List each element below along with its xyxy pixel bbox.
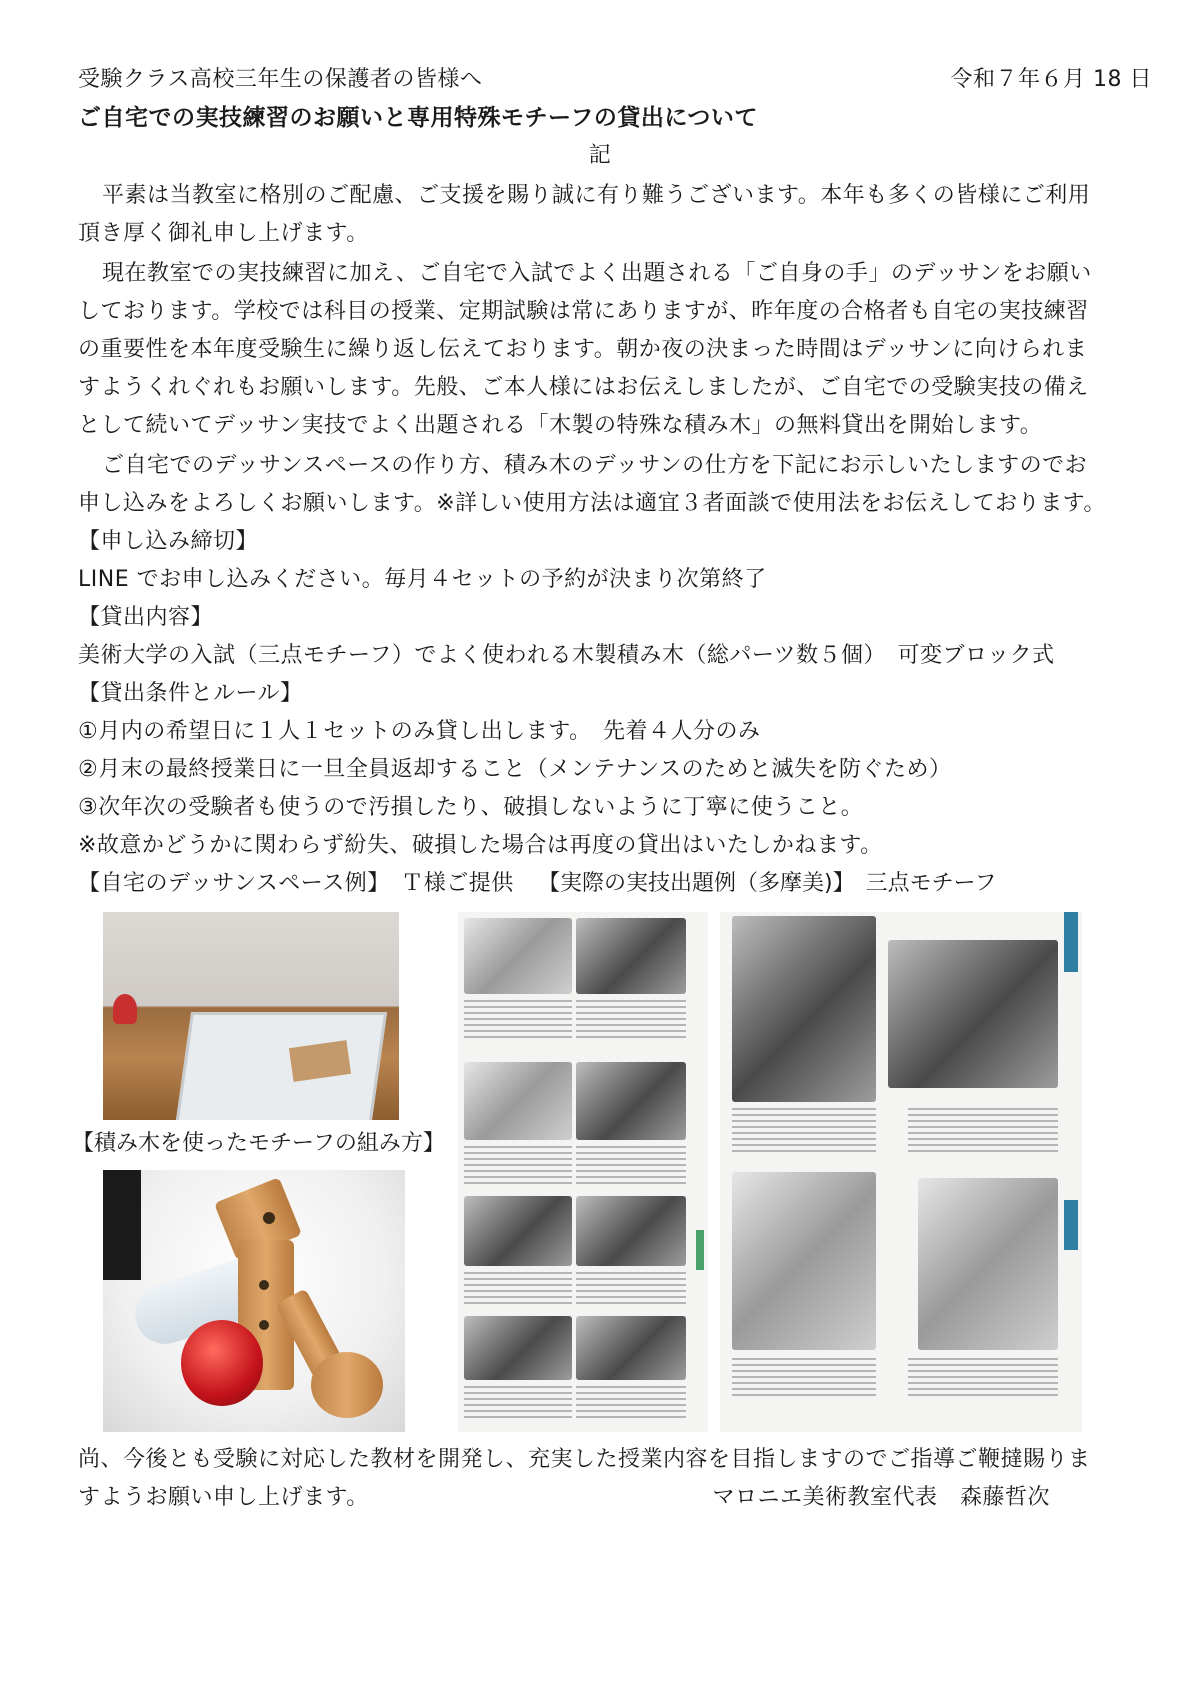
rules-note: ※故意かどうかに関わらず紛失、破損した場合は再度の貸出はいたしかねます。 [78, 833, 883, 858]
paragraph-2-line-1: 現在教室での実技練習に加え、ご自宅で入試でよく出題される「ご自身の手」のデッサンをお願い [102, 261, 1092, 286]
comment-text-block [576, 1272, 686, 1308]
closing-line-1: 尚、今後とも受験に対応した教材を開発し、充実した授業内容を目指しますのでご指導ご鞭撻賜りま [78, 1447, 1091, 1472]
paragraph-2-line-3: の重要性を本年度受験生に繰り返し伝えております。朝か夜の決まった時間はデッサンに向けられま [78, 337, 1088, 362]
comment-text-block [464, 1000, 572, 1040]
sketch-shoe-tube-box [888, 940, 1058, 1088]
wood-cylinder-block [311, 1352, 383, 1418]
paragraph-2-line-4: すようくれぐれもお願いします。先般、ご本人様にはお伝えしましたが、ご自宅での受験実技の備え [78, 375, 1089, 400]
paragraph-2-line-2: しております。学校では科目の授業、定期試験は常にありますが、昨年度の合格者も自宅の実技練習 [78, 299, 1089, 324]
signature: マロニエ美術教室代表 森藤哲次 [712, 1485, 1050, 1510]
sketch-thumbnail [576, 1316, 686, 1380]
sketch-thumbnail [464, 1196, 572, 1266]
paragraph-3-line-1: ご自宅でのデッサンスペースの作り方、積み木のデッサンの仕方を下記にお示しいたしますのでお [102, 453, 1088, 478]
sketch-thumbnail [464, 1062, 572, 1140]
sketch-tube-rope [918, 1178, 1058, 1350]
sketch-boot-tube-box [732, 916, 876, 1102]
home-desk-photo [103, 912, 399, 1120]
paragraph-3-line-2: 申し込みをよろしくお願いします。※詳しい使用方法は適宜３者面談で使用法をお伝えしております。 [78, 491, 1106, 516]
exam-example-caption: 【実際の実技出題例（多摩美)】 三点モチーフ [538, 871, 997, 896]
space-example-caption: 【自宅のデッサンスペース例】 Ｔ様ご提供 [78, 871, 514, 896]
rules-heading: 【貸出条件とルール】 [78, 681, 303, 706]
dark-bottle-shape [103, 1170, 141, 1280]
rule-2: ②月末の最終授業日に一旦全員返却すること（メンテナンスのためと滅失を防ぐため） [78, 757, 952, 782]
drawing-board-shape [175, 1012, 387, 1120]
page-index-tab [1064, 912, 1078, 972]
content-text: 美術大学の入試（三点モチーフ）でよく使われる木製積み木（総パーツ数５個） 可変ブロック式 [78, 643, 1055, 668]
comment-text-block [908, 1358, 1058, 1398]
block-hole [259, 1280, 269, 1290]
comment-text-block [576, 1146, 686, 1186]
comment-text-block [732, 1108, 876, 1154]
deadline-text: LINE でお申し込みください。毎月４セットの予約が決まり次第終了 [78, 567, 767, 592]
sketch-boot-tube-rope [732, 1172, 876, 1350]
sketch-thumbnail [576, 918, 686, 994]
recipient-line: 受験クラス高校三年生の保護者の皆様へ [78, 67, 483, 92]
comment-text-block [576, 1386, 686, 1420]
rule-1: ①月内の希望日に１人１セットのみ貸し出します。 先着４人分のみ [78, 719, 761, 744]
rule-3: ③次年次の受験者も使うので汚損したり、破損しないように丁寧に使うこと。 [78, 795, 864, 820]
red-clock-shape [113, 994, 137, 1024]
exam-book-right-page [720, 912, 1082, 1432]
page-index-tab [696, 1230, 704, 1270]
paragraph-1-line-2: 頂き厚く御礼申し上げます。 [78, 221, 369, 246]
exam-book-left-page [458, 912, 708, 1432]
comment-text-block [464, 1272, 572, 1308]
blocks-setup-caption: 【積み木を使ったモチーフの組み方】 [72, 1131, 445, 1156]
sketch-thumbnail [576, 1196, 686, 1266]
block-hole [259, 1320, 269, 1330]
comment-text-block [908, 1108, 1058, 1154]
comment-text-block [464, 1146, 572, 1186]
block-motif-photo [103, 1170, 405, 1432]
ki-heading: 記 [588, 143, 612, 168]
deadline-heading: 【申し込み締切】 [78, 529, 259, 554]
block-hole [263, 1212, 275, 1224]
sketch-thumbnail [576, 1062, 686, 1140]
red-apple-shape [181, 1320, 263, 1406]
paragraph-1-line-1: 平素は当教室に格別のご配慮、ご支援を賜り誠に有り難うございます。本年も多くの皆様にご利用 [102, 183, 1091, 208]
closing-line-2: すようお願い申し上げます。 [78, 1485, 369, 1510]
document-title: ご自宅での実技練習のお願いと専用特殊モチーフの貸出について [78, 105, 758, 131]
comment-text-block [732, 1358, 876, 1398]
comment-text-block [464, 1386, 572, 1420]
sketch-thumbnail [464, 1316, 572, 1380]
page-index-tab [1064, 1200, 1078, 1250]
content-heading: 【貸出内容】 [78, 605, 214, 630]
comment-text-block [576, 1000, 686, 1040]
paragraph-2-line-5: として続いてデッサン実技でよく出題される「木製の特殊な積み木」の無料貸出を開始します。 [78, 413, 1043, 438]
sketch-thumbnail [464, 918, 572, 994]
date-line: 令和７年６月 18 日 [950, 67, 1152, 92]
